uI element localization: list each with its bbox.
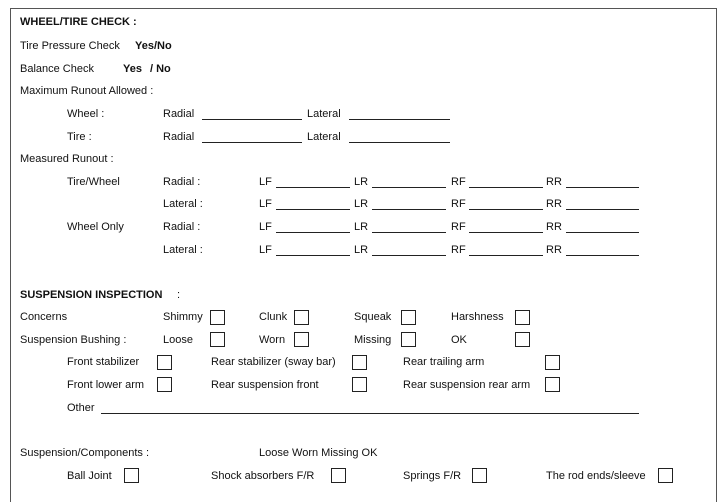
springs-checkbox[interactable] xyxy=(472,468,487,483)
tire-label: Tire : xyxy=(67,131,92,143)
concerns-label: Concerns xyxy=(20,311,68,323)
bushing-label: Suspension Bushing : xyxy=(20,334,127,346)
loose-label: Loose xyxy=(163,334,193,346)
rear-trailing-arm-checkbox[interactable] xyxy=(545,355,560,370)
tire-radial-field[interactable] xyxy=(202,142,302,143)
front-stabilizer-label: Front stabilizer xyxy=(67,356,140,368)
tw-lateral-lf-field[interactable] xyxy=(276,209,350,210)
tire-radial-label: Radial xyxy=(163,131,195,143)
wo-lateral-rf-label: RF xyxy=(451,244,466,256)
tw-radial-rf-label: RF xyxy=(451,176,466,188)
suspension-heading-colon: : xyxy=(177,289,181,301)
tw-lateral-lf-label: LF xyxy=(259,198,272,210)
harshness-checkbox[interactable] xyxy=(515,310,530,325)
wheel-radial-field[interactable] xyxy=(202,119,302,120)
balance-no[interactable]: / No xyxy=(150,63,171,75)
tw-radial-lf-field[interactable] xyxy=(276,187,350,188)
balance-yes[interactable]: Yes xyxy=(123,63,142,75)
wheel-lateral-label: Lateral xyxy=(307,108,341,120)
components-legend: Loose Worn Missing OK xyxy=(259,447,378,459)
tw-radial-lr-field[interactable] xyxy=(372,187,446,188)
missing-label: Missing xyxy=(354,334,392,346)
squeak-checkbox[interactable] xyxy=(401,310,416,325)
rear-trailing-arm-label: Rear trailing arm xyxy=(403,356,485,368)
tire-wheel-label: Tire/Wheel xyxy=(67,176,120,188)
rear-susp-front-checkbox[interactable] xyxy=(352,377,367,392)
rear-stabilizer-checkbox[interactable] xyxy=(352,355,367,370)
max-runout-label: Maximum Runout Allowed : xyxy=(20,85,154,97)
loose-checkbox[interactable] xyxy=(210,332,225,347)
ball-joint-label: Ball Joint xyxy=(67,470,112,482)
tire-lateral-field[interactable] xyxy=(349,142,450,143)
wo-lateral-rr-field[interactable] xyxy=(566,255,639,256)
springs-label: Springs F/R xyxy=(403,470,462,482)
wheel-radial-label: Radial xyxy=(163,108,195,120)
tw-radial-rr-label: RR xyxy=(546,176,562,188)
wo-lateral-rf-field[interactable] xyxy=(469,255,543,256)
wheel-only-label: Wheel Only xyxy=(67,221,124,233)
shimmy-label: Shimmy xyxy=(163,311,203,323)
balance-label: Balance Check xyxy=(20,63,94,75)
rod-ends-label: The rod ends/sleeve xyxy=(546,470,646,482)
tire-pressure-label: Tire Pressure Check xyxy=(20,40,120,52)
tw-lateral-rr-label: RR xyxy=(546,198,562,210)
tw-radial-rr-field[interactable] xyxy=(566,187,639,188)
tw-lateral-lr-label: LR xyxy=(354,198,369,210)
other-field[interactable] xyxy=(101,413,639,414)
wo-radial-label: Radial : xyxy=(163,221,201,233)
suspension-heading: SUSPENSION INSPECTION xyxy=(20,289,163,301)
worn-label: Worn xyxy=(259,334,286,346)
wo-lateral-lf-label: LF xyxy=(259,244,272,256)
tw-radial-rf-field[interactable] xyxy=(469,187,543,188)
wo-lateral-lf-field[interactable] xyxy=(276,255,350,256)
ok-checkbox[interactable] xyxy=(515,332,530,347)
tw-lateral-rr-field[interactable] xyxy=(566,209,639,210)
worn-checkbox[interactable] xyxy=(294,332,309,347)
wo-radial-rr-label: RR xyxy=(546,221,562,233)
wo-lateral-lr-field[interactable] xyxy=(372,255,446,256)
shock-absorbers-label: Shock absorbers F/R xyxy=(211,470,315,482)
wo-radial-rr-field[interactable] xyxy=(566,232,639,233)
harshness-label: Harshness xyxy=(451,311,504,323)
wheel-label: Wheel : xyxy=(67,108,105,120)
tire-pressure-value[interactable]: Yes/No xyxy=(135,40,172,52)
ball-joint-checkbox[interactable] xyxy=(124,468,139,483)
wo-radial-rf-label: RF xyxy=(451,221,466,233)
tw-lateral-label: Lateral : xyxy=(163,198,203,210)
tw-lateral-rf-field[interactable] xyxy=(469,209,543,210)
wo-radial-lr-field[interactable] xyxy=(372,232,446,233)
tw-lateral-rf-label: RF xyxy=(451,198,466,210)
other-label: Other xyxy=(67,402,95,414)
tw-radial-lf-label: LF xyxy=(259,176,272,188)
tire-lateral-label: Lateral xyxy=(307,131,341,143)
clunk-label: Clunk xyxy=(259,311,288,323)
front-stabilizer-checkbox[interactable] xyxy=(157,355,172,370)
shock-absorbers-checkbox[interactable] xyxy=(331,468,346,483)
wheel-lateral-field[interactable] xyxy=(349,119,450,120)
wo-lateral-label: Lateral : xyxy=(163,244,203,256)
tw-radial-label: Radial : xyxy=(163,176,201,188)
rod-ends-checkbox[interactable] xyxy=(658,468,673,483)
measured-runout-label: Measured Runout : xyxy=(20,153,114,165)
wo-radial-lr-label: LR xyxy=(354,221,369,233)
components-label: Suspension/Components : xyxy=(20,447,150,459)
rear-susp-rear-arm-label: Rear suspension rear arm xyxy=(403,379,531,391)
wo-radial-rf-field[interactable] xyxy=(469,232,543,233)
missing-checkbox[interactable] xyxy=(401,332,416,347)
shimmy-checkbox[interactable] xyxy=(210,310,225,325)
squeak-label: Squeak xyxy=(354,311,392,323)
front-lower-arm-label: Front lower arm xyxy=(67,379,145,391)
wo-lateral-rr-label: RR xyxy=(546,244,562,256)
clunk-checkbox[interactable] xyxy=(294,310,309,325)
wheel-tire-heading: WHEEL/TIRE CHECK : xyxy=(20,16,137,28)
front-lower-arm-checkbox[interactable] xyxy=(157,377,172,392)
rear-susp-front-label: Rear suspension front xyxy=(211,379,319,391)
ok-label: OK xyxy=(451,334,467,346)
rear-susp-rear-arm-checkbox[interactable] xyxy=(545,377,560,392)
wo-radial-lf-label: LF xyxy=(259,221,272,233)
tw-radial-lr-label: LR xyxy=(354,176,369,188)
wo-radial-lf-field[interactable] xyxy=(276,232,350,233)
rear-stabilizer-label: Rear stabilizer (sway bar) xyxy=(211,356,336,368)
tw-lateral-lr-field[interactable] xyxy=(372,209,446,210)
wo-lateral-lr-label: LR xyxy=(354,244,369,256)
